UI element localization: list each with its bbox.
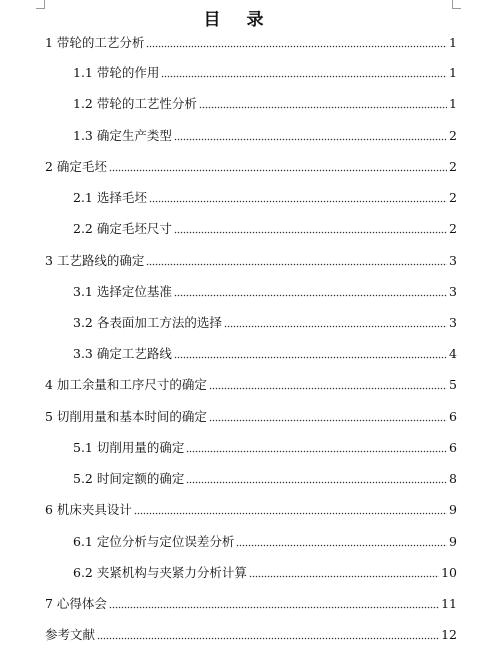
toc-entry[interactable]: [45, 626, 457, 644]
toc-entry-label: 6 机床夹具设计: [45, 502, 132, 517]
dot-leader: [209, 418, 447, 422]
toc-entry-page-number: 2: [449, 128, 457, 143]
toc-entry-label: 2.1 选择毛坯: [73, 190, 147, 205]
toc-entry-page-number: 6: [449, 409, 457, 424]
toc-entry[interactable]: [73, 127, 457, 145]
dot-leader: [161, 74, 447, 78]
toc-entry-label: 1.3 确定生产类型: [73, 128, 172, 143]
toc-entry-page-number: 5: [449, 377, 457, 392]
toc-entry-page-number: 11: [441, 596, 457, 611]
toc-entry[interactable]: [45, 501, 457, 519]
dot-leader: [174, 137, 447, 141]
dot-leader: [174, 355, 447, 359]
toc-entry-page-number: 10: [441, 565, 457, 580]
dot-leader: [97, 636, 439, 640]
toc-entry[interactable]: [73, 314, 457, 332]
toc-entry-page-number: 2: [449, 221, 457, 236]
dot-leader: [209, 386, 447, 390]
toc-entry-label: 7 心得体会: [45, 596, 107, 611]
toc-entry-page-number: 2: [449, 159, 457, 174]
toc-entry[interactable]: [45, 34, 457, 52]
toc-entry-page-number: 12: [441, 627, 457, 642]
dot-leader: [224, 324, 447, 328]
toc-entry-page-number: 1: [449, 96, 457, 111]
toc-entry-page-number: 8: [449, 471, 457, 486]
toc-entry-label: 3.3 确定工艺路线: [73, 346, 172, 361]
toc-entry-page-number: 1: [449, 35, 457, 50]
toc-entry[interactable]: [45, 376, 457, 394]
toc-entry-label: 1.2 带轮的工艺性分析: [73, 96, 197, 111]
toc-entry[interactable]: [73, 345, 457, 363]
toc-entry-label: 5.1 切削用量的确定: [73, 440, 185, 455]
toc-entry-label: 5 切削用量和基本时间的确定: [45, 409, 207, 424]
dot-leader: [199, 105, 447, 109]
toc-entry-page-number: 1: [449, 65, 457, 80]
toc-entry-label: 3.1 选择定位基准: [73, 284, 172, 299]
toc-entry[interactable]: [45, 252, 457, 270]
dot-leader: [249, 574, 439, 578]
dot-leader: [174, 293, 447, 297]
toc-entry-page-number: 3: [449, 253, 457, 268]
dot-leader: [149, 199, 447, 203]
dot-leader: [186, 449, 447, 453]
toc-entry[interactable]: [73, 283, 457, 301]
toc-entry-page-number: 6: [449, 440, 457, 455]
toc-entry-label: 6.1 定位分析与定位误差分析: [73, 534, 235, 549]
toc-entry-label: 参考文献: [45, 627, 96, 642]
toc-entry-label: 1.1 带轮的作用: [73, 65, 160, 80]
dot-leader: [236, 543, 447, 547]
toc-title: 目 录: [203, 10, 274, 30]
dot-leader: [146, 44, 447, 48]
toc-entry-label: 4 加工余量和工序尺寸的确定: [45, 377, 207, 392]
toc-entry[interactable]: [73, 470, 457, 488]
toc-entry[interactable]: [73, 95, 457, 113]
dot-leader: [109, 605, 439, 609]
toc-entry-page-number: 9: [449, 502, 457, 517]
toc-entry[interactable]: [45, 595, 457, 613]
dot-leader: [146, 262, 447, 266]
toc-entry[interactable]: [45, 158, 457, 176]
toc-entry[interactable]: [45, 408, 457, 426]
toc-entry[interactable]: [73, 533, 457, 551]
toc-entry-page-number: 3: [449, 284, 457, 299]
toc-entry-page-number: 2: [449, 190, 457, 205]
toc-entry-label: 2.2 确定毛坯尺寸: [73, 221, 172, 236]
toc-entry-page-number: 4: [449, 346, 457, 361]
dot-leader: [174, 230, 447, 234]
toc-entry[interactable]: [73, 220, 457, 238]
toc-entry-label: 2 确定毛坯: [45, 159, 107, 174]
toc-entry[interactable]: [73, 189, 457, 207]
dot-leader: [109, 168, 447, 172]
toc-entry-label: 1 带轮的工艺分析: [45, 35, 145, 50]
toc-entry-label: 6.2 夹紧机构与夹紧力分析计算: [73, 565, 247, 580]
toc-entry-label: 3.2 各表面加工方法的选择: [73, 315, 222, 330]
dot-leader: [134, 511, 447, 515]
toc-entry[interactable]: [73, 564, 457, 582]
toc-entry-page-number: 9: [449, 534, 457, 549]
toc-entry[interactable]: [73, 64, 457, 82]
toc-entry-label: 3 工艺路线的确定: [45, 253, 145, 268]
dot-leader: [186, 480, 447, 484]
toc-entry[interactable]: [73, 439, 457, 457]
toc-entry-label: 5.2 时间定额的确定: [73, 471, 185, 486]
toc-entry-page-number: 3: [449, 315, 457, 330]
